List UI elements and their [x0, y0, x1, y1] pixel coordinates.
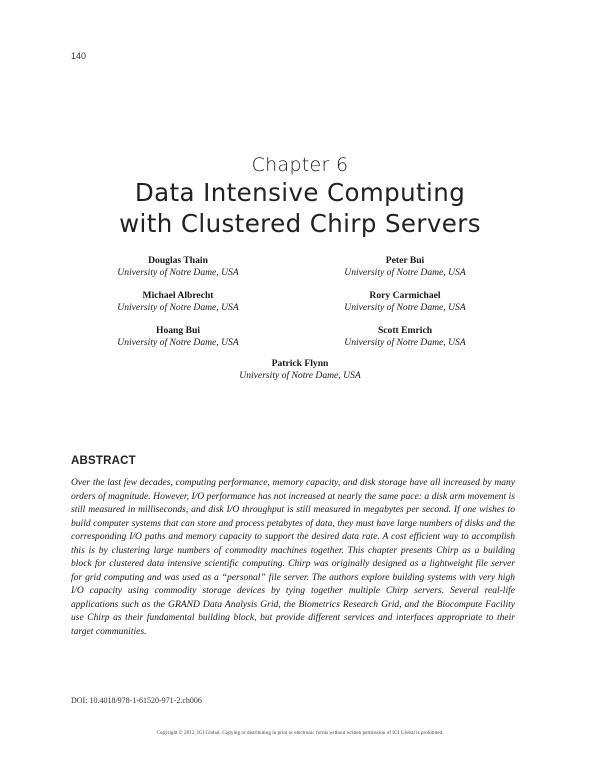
chapter-title-line-2: with Clustered Chirp Servers: [119, 209, 481, 238]
abstract-body: Over the last few decades, computing performance, memory capacity, and disk storage have all increased by many orders of magnitude. However, I/O performance has not increased at nearly the same pace: a disk arm movement is still measured in milliseconds, and disk I/O throughput is still measured in megabytes per second. If one wishes to build computer systems that can store and process petabytes of data, they must have large numbers of disks and the corresponding I/O paths and memory capacity to support the desired data rate. A cost efficient way to accomplish this is by clustering large numbers of commodity machines together. This chapter presents Chirp as a building block for clustered data intensive scientific computing. Chirp was originally designed as a lightweight file server for grid computing and was used as a “personal” file server. The authors explore building systems with very high I/O capacity using commodity storage devices by tying together multiple Chirp servers. Several real-life applications such as the GRAND Data Analysis Grid, the Biometrics Research Grid, and the Biocompute Facility use Chirp as their fundamental building block, but provide different services and interfaces appropriate to their target communities.: [71, 477, 515, 638]
abstract-heading: ABSTRACT: [71, 455, 136, 467]
author-block: [58, 290, 298, 314]
author-affiliation: University of Notre Dame, USA: [344, 337, 466, 348]
author-affiliation: University of Notre Dame, USA: [117, 337, 239, 348]
page-number: 140: [71, 51, 87, 61]
author-block: [58, 255, 298, 279]
author-block: [285, 290, 525, 314]
author-affiliation: University of Notre Dame, USA: [344, 267, 466, 278]
author-name: Patrick Flynn: [271, 358, 329, 369]
author-block: [285, 325, 525, 349]
doi-text: DOI: 10.4018/978-1-61520-971-2.ch006: [71, 696, 202, 705]
author-affiliation: University of Notre Dame, USA: [344, 302, 466, 313]
author-affiliation: University of Notre Dame, USA: [239, 370, 361, 381]
author-name: Rory Carmichael: [369, 290, 441, 301]
author-name: Scott Emrich: [377, 325, 433, 336]
author-block: [285, 255, 525, 279]
author-affiliation: University of Notre Dame, USA: [117, 302, 239, 313]
chapter-title: [0, 177, 600, 239]
author-name: Douglas Thain: [148, 255, 208, 266]
author-name: Michael Albrecht: [142, 290, 214, 301]
author-affiliation: University of Notre Dame, USA: [117, 267, 239, 278]
author-block: [180, 358, 420, 382]
chapter-title-line-1: Data Intensive Computing: [134, 178, 466, 207]
author-name: Hoang Bui: [156, 325, 200, 336]
author-block: [58, 325, 298, 349]
author-name: Peter Bui: [385, 255, 425, 266]
chapter-label: Chapter 6: [251, 154, 349, 176]
copyright-notice: Copyright © 2012, IGI Global. Copying or distributing in print or electronic forms without written permission of IGI Global is prohibited.: [156, 730, 444, 736]
